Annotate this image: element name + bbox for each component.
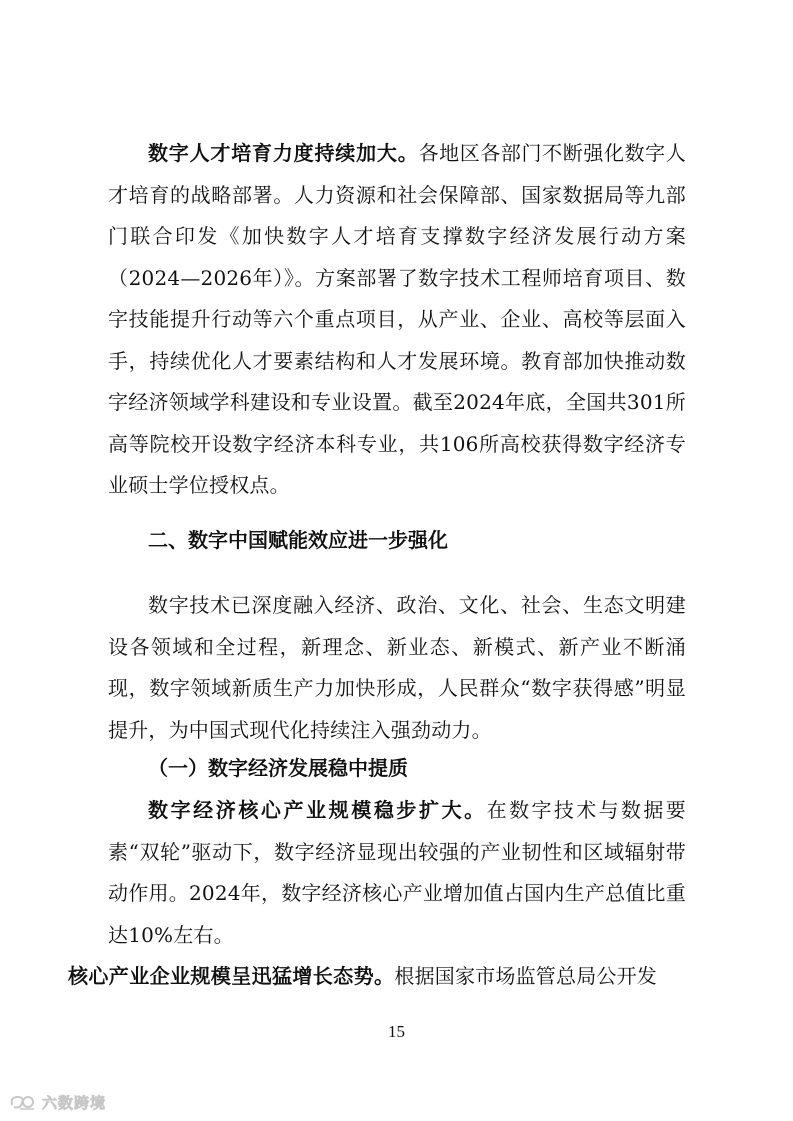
page-number: 15 xyxy=(388,1022,405,1041)
paragraph-core-industry xyxy=(68,790,686,998)
paragraph-body: 数字技术已深度融入经济、政治、文化、社会、生态文明建设各领域和全过程，新理念、新业态、新模式、新产业不断涌现，数字领域新质生产力加快形成，人民群众“数字获得感”明显提升，为中国式现代化持续注入强劲动力。 xyxy=(108,593,686,742)
section-heading: 二、数字中国赋能效应进一步强化 xyxy=(148,528,448,552)
paragraph-lead: 数字人才培育力度持续加大。 xyxy=(148,141,419,165)
watermark-text: 六数跨境 xyxy=(42,1094,107,1112)
paragraph-digital-china xyxy=(108,585,686,751)
paragraph-body-2: 根据国家市场监管总局公开发 xyxy=(394,964,658,988)
watermark xyxy=(8,1092,106,1113)
logo-icon xyxy=(8,1093,38,1113)
paragraph-lead-2: 核心产业企业规模呈迅猛增长态势。 xyxy=(68,964,395,988)
paragraph-body: 在数字技术与数据要素“双轮”驱动下，数字经济显现出较强的产业韧性和区域辐射带动作用。2024年，数字经济核心产业增加值占国内生产总值比重达10%左右。 xyxy=(108,798,686,947)
paragraph-body: 各地区各部门不断强化数字人才培育的战略部署。人力资源和社会保障部、国家数据局等九部门联合印发《加快数字人才培育支撑数字经济发展行动方案（2024—2026年）》。方案部署了数字技术工程师培育项目、数字技能提升行动等六个重点项目，从产业、企业、高校等层面入手，持续优化人才要素结构和人才发展环境。教育部加快推动数字经济领域学科建设和专业设置。截至2024年底，全国共301所高等院校开设数字经济本科专业，共106所高校获得数字经济专业硕士学位授权点。 xyxy=(108,141,686,497)
paragraph-talent-cultivation xyxy=(108,133,686,507)
subsection-heading: （一）数字经济发展稳中提质 xyxy=(148,756,408,780)
paragraph-lead: 数字经济核心产业规模稳步扩大。 xyxy=(148,798,487,822)
